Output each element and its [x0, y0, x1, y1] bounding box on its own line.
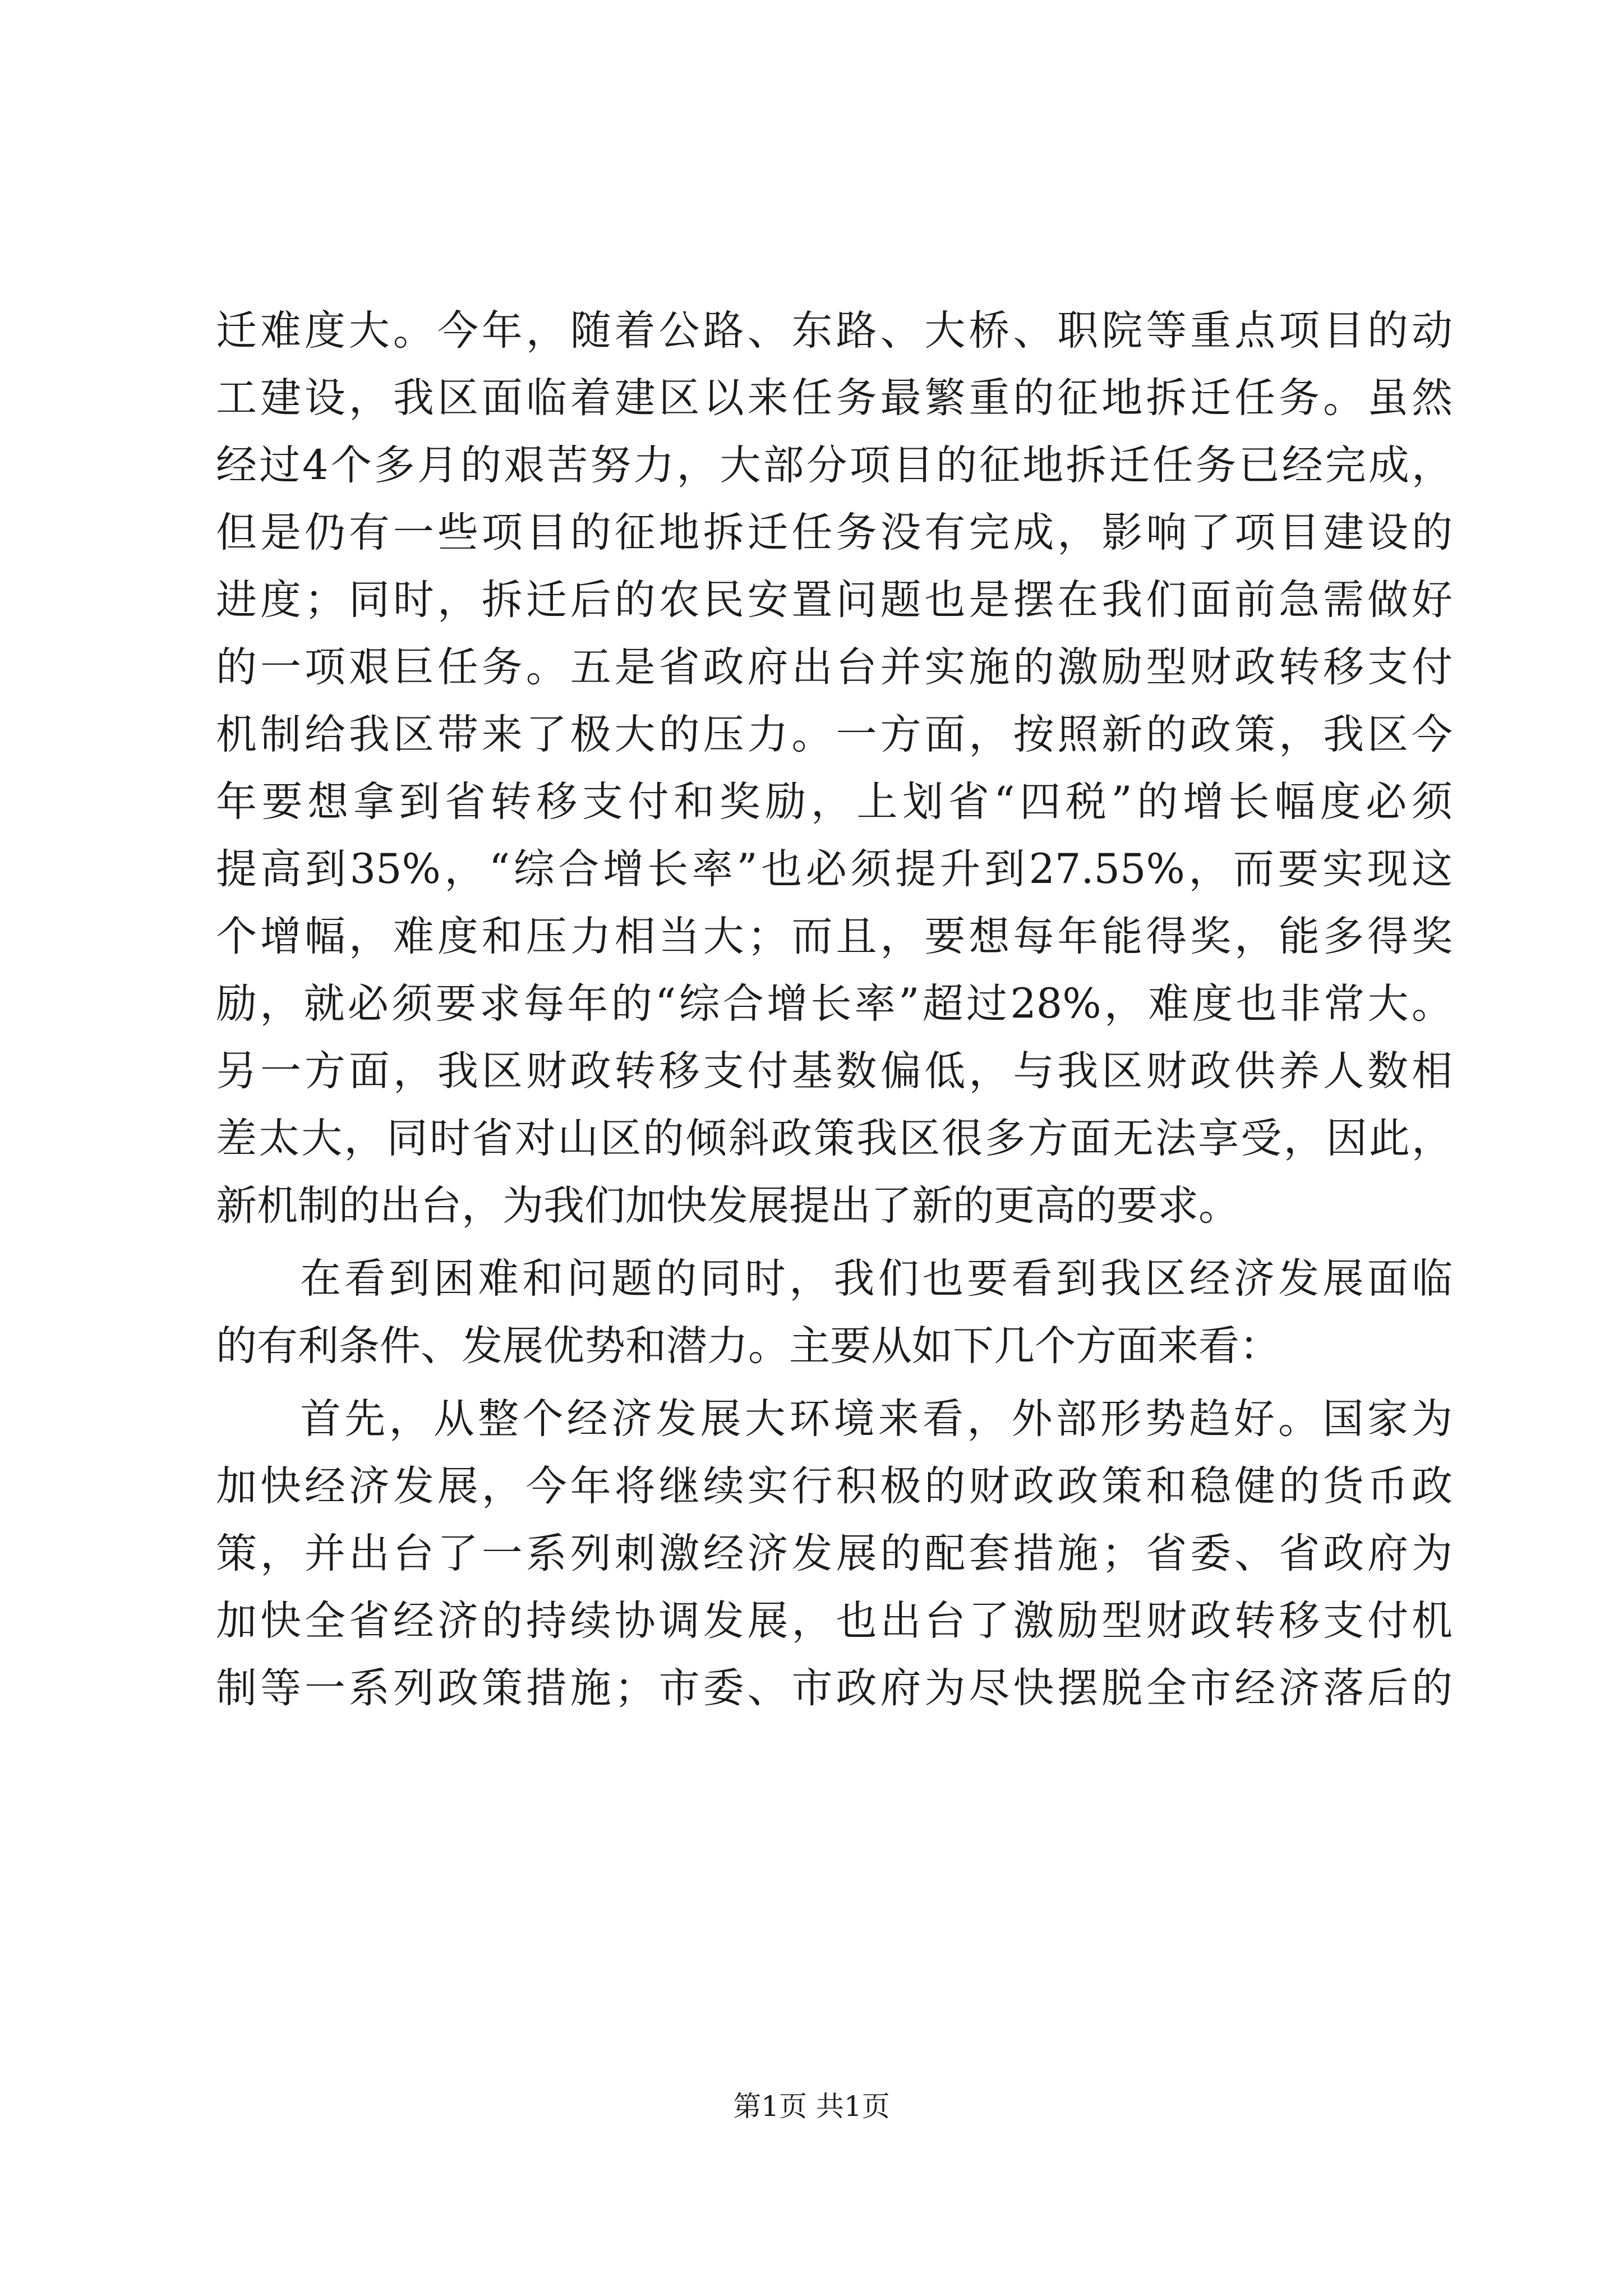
paragraph-1-line-8: 年要想拿到省转移支付和奖励，上划省“四税”的增长幅度必须 — [216, 778, 1453, 826]
paragraph-1-line-6: 的一项艰巨任务。五是省政府出台并实施的激励型财政转移支付 — [216, 643, 1453, 691]
page-footer — [0, 2084, 1623, 2129]
paragraph-3-line-2: 加快经济发展，今年将继续实行积极的财政政策和稳健的货币政 — [216, 1462, 1453, 1510]
paragraph-1-line-12: 另一方面，我区财政转移支付基数偏低，与我区财政供养人数相 — [216, 1047, 1453, 1095]
paragraph-3-line-3: 策，并出台了一系列刺激经济发展的配套措施；省委、省政府为 — [216, 1530, 1453, 1577]
paragraph-1-line-4: 但是仍有一些项目的征地拆迁任务没有完成，影响了项目建设的 — [216, 509, 1453, 556]
paragraph-2-line-1: 在看到困难和问题的同时，我们也要看到我区经济发展面临 — [300, 1255, 1453, 1303]
paragraph-2-line-2: 的有利条件、发展优势和潜力。主要从如下几个方面来看： — [216, 1322, 1280, 1370]
page-number-label: 第1页 共1页 — [733, 2090, 890, 2123]
paragraph-1-line-2: 工建设，我区面临着建区以来任务最繁重的征地拆迁任务。虽然 — [216, 374, 1453, 422]
paragraph-1-line-10: 个增幅，难度和压力相当大；而且，要想每年能得奖，能多得奖 — [216, 913, 1453, 960]
paragraph-1-line-11: 励，就必须要求每年的“综合增长率”超过28%，难度也非常大。 — [216, 980, 1453, 1028]
paragraph-1-line-13: 差太大，同时省对山区的倾斜政策我区很多方面无法享受，因此， — [216, 1115, 1453, 1162]
paragraph-1-line-14: 新机制的出台，为我们加快发展提出了新的更高的要求。 — [216, 1182, 1239, 1230]
paragraph-3-line-1: 首先，从整个经济发展大环境来看，外部形势趋好。国家为 — [300, 1395, 1453, 1443]
paragraph-1-line-5: 进度；同时，拆迁后的农民安置问题也是摆在我们面前急需做好 — [216, 576, 1453, 624]
paragraph-1-line-3: 经过4个多月的艰苦努力，大部分项目的征地拆迁任务已经完成， — [216, 441, 1453, 489]
paragraph-1-line-1: 迁难度大。今年，随着公路、东路、大桥、职院等重点项目的动 — [216, 307, 1453, 355]
paragraph-1-line-7: 机制给我区带来了极大的压力。一方面，按照新的政策，我区今 — [216, 711, 1453, 758]
paragraph-1-line-9: 提高到35%，“综合增长率”也必须提升到27.55%，而要实现这 — [216, 845, 1453, 893]
paragraph-3-line-5: 制等一系列政策措施；市委、市政府为尽快摆脱全市经济落后的 — [216, 1664, 1453, 1712]
paragraph-3-line-4: 加快全省经济的持续协调发展，也出台了激励型财政转移支付机 — [216, 1597, 1453, 1645]
